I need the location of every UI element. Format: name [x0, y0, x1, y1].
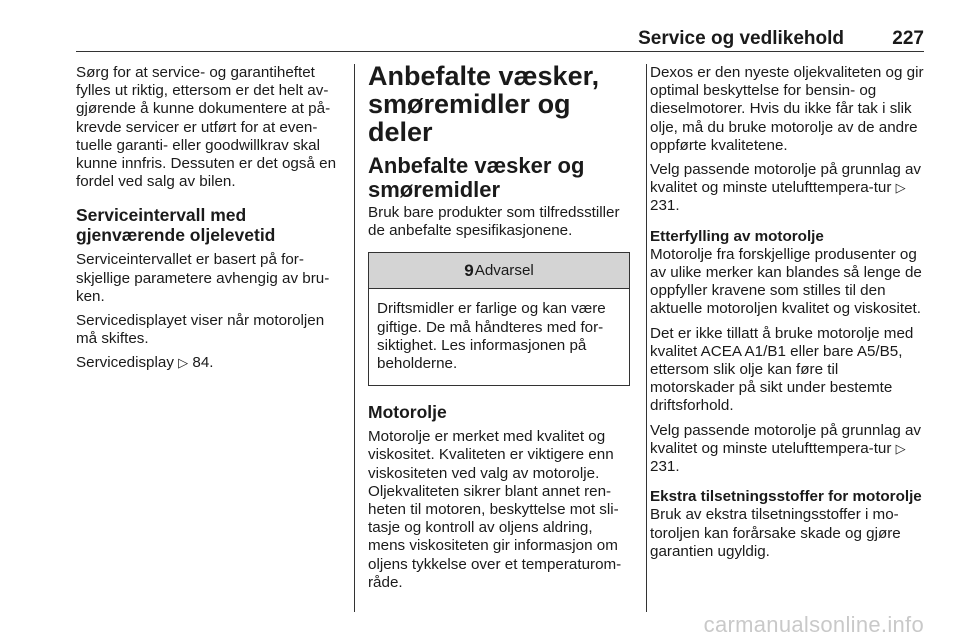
additives-heading: Ekstra tilsetningsstoffer for motorolje	[650, 488, 922, 506]
column-3	[650, 64, 926, 567]
page-number: 227	[892, 28, 924, 49]
warning-box	[368, 252, 630, 386]
service-display-ref	[76, 354, 342, 372]
ref-page-link[interactable]: 231.	[650, 458, 680, 476]
ref-text: Servicedisplay	[76, 354, 174, 372]
fluids-paragraph: Bruk bare produkter som tilfredsstiller de anbefalte spesifikasjonene.	[368, 204, 620, 240]
header-rule	[76, 51, 924, 52]
fluids-subtitle: Anbefalte væsker og smøremidler	[368, 153, 585, 202]
oil-choice-text-2: Velg passende motorolje på grunnlag av kvalitet og minste utelufttempera-tur	[650, 421, 922, 457]
column-2	[368, 61, 632, 598]
warning-icon: 9	[464, 260, 474, 280]
watermark: carmanualsonline.info	[703, 612, 924, 637]
column-divider-1	[354, 64, 355, 612]
warning-text: Driftsmidler er farlige og kan være giftige. De må håndteres med for-siktighet. Les informasjonen på beholderne.	[377, 300, 606, 373]
refill-paragraph: Motorolje fra forskjellige produsenter og av ulike merker kan blandes så lenge de oppfyller kravene som stilles til den aktuelle motoroljen kvalitet og viskositet.	[650, 245, 922, 318]
additives-paragraph: Bruk av ekstra tilsetningsstoffer i mo-toroljen kan forårsake skade og gjøre garantien ugyldig.	[650, 506, 901, 560]
refill-heading: Etterfylling av motorolje	[650, 227, 824, 245]
engine-oil-paragraph: Motorolje er merket med kvalitet og viskositet. Kvaliteten er viktigere enn viskositeten ved valg av motorolje. Oljekvaliteten sikrer blant annet ren-heten til motoren, beskyttelse mot sli-tasje og kontroll av oljens aldring, mens viskositeten gir informasjon om oljens tykkelse over et temperaturom-råde.	[368, 428, 622, 591]
acea-paragraph: Det er ikke tillatt å bruke motorolje med kvalitet ACEA A1/B1 eller bare A5/B5, ettersom slik olje kan føre til motorskader på sikt under bestemte driftsforhold.	[650, 324, 914, 415]
dexos-paragraph: Dexos er den nyeste oljekvaliteten og gir optimal beskyttelse for bensin- og dieselmotorer. Hvis du ikke får tak i slik olje, må du bruke motorolje av de andre oppførte kvalitetene.	[650, 64, 924, 154]
column-1	[76, 64, 342, 379]
intro-paragraph: Sørg for at service- og garantiheftet fylles ut riktig, ettersom er det helt av-gjørende å kunne dokumentere at på-krevde servicer er utført for at even-tuelle garanti- eller goodwillkrav skal kunne innfris. Dessuten er det også en fordel ved salg av bilen.	[76, 64, 337, 191]
engine-oil-heading: Motorolje	[368, 402, 447, 423]
section-title: Service og vedlikehold	[638, 28, 844, 49]
oil-choice-paragraph-2	[650, 422, 926, 477]
service-interval-heading: Serviceintervall med gjenværende oljelevetid	[76, 205, 276, 246]
warning-label: Advarsel	[474, 261, 534, 279]
fluids-title: Anbefalte væsker, smøremidler og deler	[368, 61, 600, 147]
ref-page-link[interactable]: 84.	[192, 354, 214, 372]
ref-arrow-icon: ▷	[178, 355, 189, 371]
service-display-paragraph: Servicedisplayet viser når motoroljen må skiftes.	[76, 312, 325, 348]
ref-arrow-icon: ▷	[895, 180, 906, 196]
oil-choice-text: Velg passende motorolje på grunnlag av kvalitet og minste utelufttempera-tur	[650, 161, 922, 197]
warning-header	[369, 253, 629, 289]
ref-arrow-icon: ▷	[895, 440, 906, 456]
column-divider-2	[646, 64, 647, 612]
ref-page-link[interactable]: 231.	[650, 197, 680, 215]
oil-choice-paragraph	[650, 161, 926, 216]
service-interval-paragraph: Serviceintervallet er basert på for-skjellige parametere avhengig av bru-ken.	[76, 251, 330, 305]
